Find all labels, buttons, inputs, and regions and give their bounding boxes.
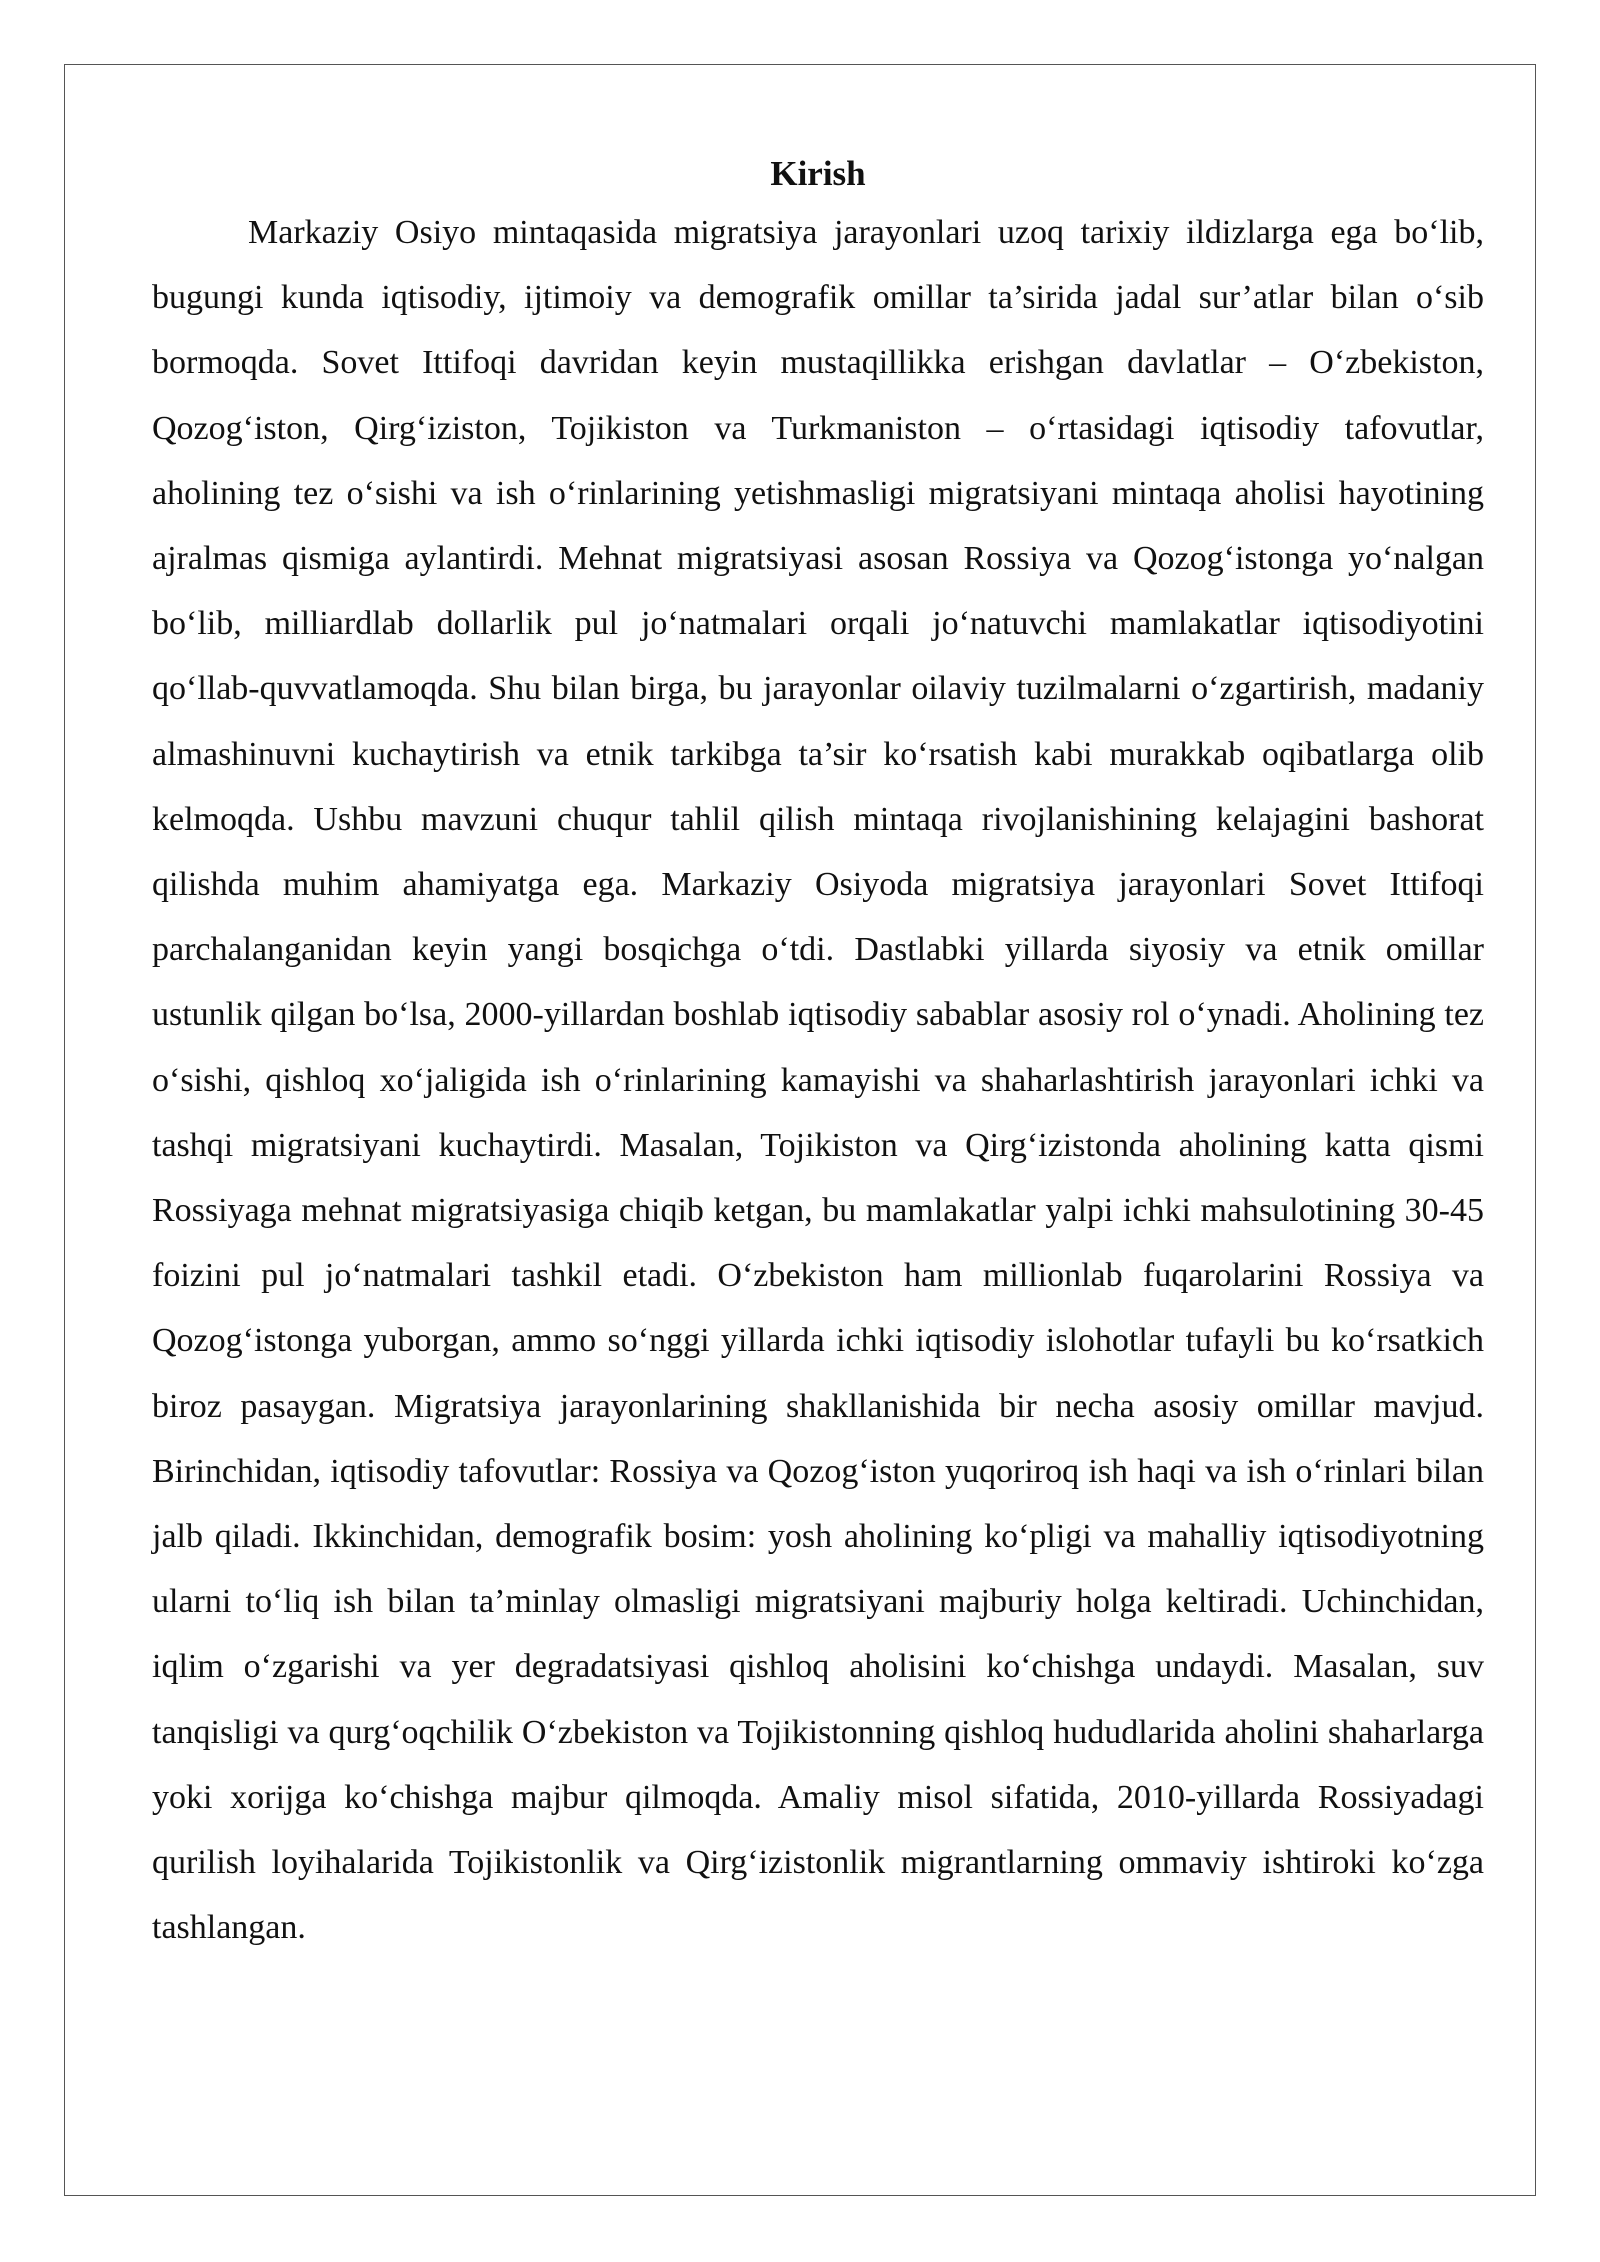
section-heading: Kirish: [770, 154, 866, 193]
document-body: [152, 150, 1484, 1960]
body-paragraph: Markaziy Osiyo mintaqasida migratsiya jarayonlari uzoq tarixiy ildizlarga ega bo‘lib, bugungi kunda iqtisodiy, ijtimoiy va demografik omillar ta’sirida jadal sur’atlar bilan o‘sib bormoqda. Sovet Ittifoqi davridan keyin mustaqillikka erishgan davlatlar – O‘zbekiston, Qozog‘iston, Qirg‘iziston, Tojikiston va Turkmaniston – o‘rtasidagi iqtisodiy tafovutlar, aholining tez o‘sishi va ish o‘rinlarining yetishmasligi migratsiyani mintaqa aholisi hayotining ajralmas qismiga aylantirdi. Mehnat migratsiyasi asosan Rossiya va Qozog‘istonga yo‘nalgan bo‘lib, milliardlab dollarlik pul jo‘natmalari orqali jo‘natuvchi mamlakatlar iqtisodiyotini qo‘llab-quvvatlamoqda. Shu bilan birga, bu jarayonlar oilaviy tuzilmalarni o‘zgartirish, madaniy almashinuvni kuchaytirish va etnik tarkibga ta’sir ko‘rsatish kabi murakkab oqibatlarga olib kelmoqda. Ushbu mavzuni chuqur tahlil qilish mintaqa rivojlanishining kelajagini bashorat qilishda muhim ahamiyatga ega. Markaziy Osiyoda migratsiya jarayonlari Sovet Ittifoqi parchalanganidan keyin yangi bosqichga o‘tdi. Dastlabki yillarda siyosiy va etnik omillar ustunlik qilgan bo‘lsa, 2000-yillardan boshlab iqtisodiy sabablar asosiy rol o‘ynadi. Aholining tez o‘sishi, qishloq xo‘jaligida ish o‘rinlarining kamayishi va shaharlashtirish jarayonlari ichki va tashqi migratsiyani kuchaytirdi. Masalan, Tojikiston va Qirg‘izistonda aholining katta qismi Rossiyaga mehnat migratsiyasiga chiqib ketgan, bu mamlakatlar yalpi ichki mahsulotining 30-45 foizini pul jo‘natmalari tashkil etadi. O‘zbekiston ham millionlab fuqarolarini Rossiya va Qozog‘istonga yuborgan, ammo so‘nggi yillarda ichki iqtisodiy islohotlar tufayli bu ko‘rsatkich biroz pasaygan. Migratsiya jarayonlarining shakllanishida bir necha asosiy omillar mavjud. Birinchidan, iqtisodiy tafovutlar: Rossiya va Qozog‘iston yuqoriroq ish haqi va ish o‘rinlari bilan jalb qiladi. Ikkinchidan, demografik bosim: yosh aholining ko‘pligi va mahalliy iqtisodiyotning ularni to‘liq ish bilan ta’minlay olmasligi migratsiyani majburiy holga keltiradi. Uchinchidan, iqlim o‘zgarishi va yer degradatsiyasi qishloq aholisini ko‘chishga undaydi. Masalan, suv tanqisligi va qurg‘oqchilik O‘zbekiston va Tojikistonning qishloq hududlarida aholini shaharlarga yoki xorijga ko‘chishga majbur qilmoqda. Amaliy misol sifatida, 2010-yillarda Rossiyadagi qurilish loyihalarida Tojikistonlik va Qirg‘izistonlik migrantlarning ommaviy ishtiroki ko‘zga tashlangan.: [152, 214, 1484, 1947]
